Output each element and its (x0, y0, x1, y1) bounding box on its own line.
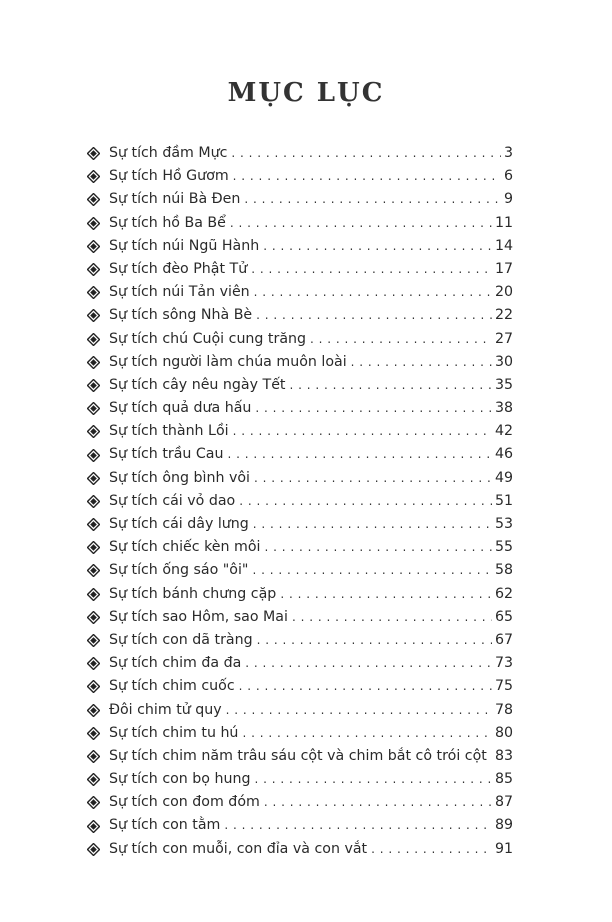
toc-entry[interactable] (87, 768, 513, 791)
toc-entry[interactable] (87, 142, 513, 165)
toc-entry-page-number: 58 (494, 562, 513, 579)
toc-entry-title: Sự tích cái vỏ dao (109, 492, 236, 509)
diamond-bullet-icon (87, 727, 109, 740)
toc-entry[interactable] (87, 536, 513, 559)
toc-entry-title: Sự tích con bọ hung (109, 771, 251, 788)
diamond-bullet-icon (87, 796, 109, 809)
toc-entry-page-number: 53 (494, 516, 513, 532)
dot-leader (239, 675, 492, 698)
toc-entry[interactable] (87, 374, 513, 397)
diamond-bullet-icon (87, 217, 109, 230)
toc-entry-page-number: 85 (494, 771, 513, 788)
dot-leader (239, 490, 492, 513)
toc-entry-title: Sự tích trầu Cau (109, 446, 224, 463)
diamond-bullet-icon (87, 402, 109, 415)
dot-leader (252, 559, 491, 582)
toc-entry[interactable] (87, 258, 513, 281)
diamond-bullet-icon (87, 611, 109, 624)
table-of-contents (87, 142, 513, 861)
toc-entry[interactable] (87, 699, 513, 722)
dot-leader (263, 235, 492, 258)
toc-entry-title: Sự tích Hồ Gươm (109, 168, 229, 185)
toc-entry-title: Sự tích ông bình vôi (109, 469, 250, 486)
toc-entry-page-number: 6 (503, 168, 513, 185)
toc-entry-title: Sự tích sao Hôm, sao Mai (109, 608, 288, 625)
toc-entry[interactable] (87, 397, 513, 420)
toc-entry-title: Sự tích hồ Ba Bể (109, 214, 226, 231)
toc-entry[interactable] (87, 443, 513, 466)
toc-entry[interactable] (87, 606, 513, 629)
diamond-bullet-icon (87, 147, 109, 160)
dot-leader (280, 583, 492, 606)
toc-entry[interactable] (87, 328, 513, 351)
toc-entry-title: Sự tích con dã tràng (109, 631, 253, 648)
diamond-bullet-icon (87, 449, 109, 462)
toc-entry-page-number: 51 (494, 492, 513, 509)
dot-leader (256, 304, 492, 327)
diamond-bullet-icon (87, 680, 109, 693)
dot-leader (351, 351, 492, 374)
toc-entry-page-number: 73 (494, 655, 513, 672)
dot-leader (228, 443, 492, 466)
toc-entry-title: Sự tích cây nêu ngày Tết (109, 376, 286, 393)
diamond-bullet-icon (87, 495, 109, 508)
diamond-bullet-icon (87, 193, 109, 206)
toc-entry[interactable] (87, 722, 513, 745)
dot-leader (233, 165, 501, 188)
dot-leader (242, 722, 492, 745)
dot-leader (244, 188, 501, 211)
toc-entry[interactable] (87, 838, 513, 861)
toc-entry-page-number: 89 (494, 817, 513, 834)
dot-leader (371, 838, 492, 861)
diamond-bullet-icon (87, 333, 109, 346)
toc-entry-title: Sự tích quả dưa hấu (109, 400, 252, 417)
toc-entry[interactable] (87, 583, 513, 606)
toc-entry[interactable] (87, 629, 513, 652)
toc-entry[interactable] (87, 165, 513, 188)
diamond-bullet-icon (87, 263, 109, 276)
toc-entry-page-number: 91 (494, 840, 513, 857)
toc-entry-title: Sự tích cái dây lưng (109, 516, 249, 532)
diamond-bullet-icon (87, 356, 109, 369)
dot-leader (257, 629, 492, 652)
toc-entry[interactable] (87, 420, 513, 443)
dot-leader (254, 768, 491, 791)
toc-entry-title: Sự tích đầm Mực (109, 145, 228, 161)
dot-leader (233, 420, 492, 443)
toc-entry[interactable] (87, 212, 513, 235)
toc-entry-title: Sự tích con muỗi, con đỉa và con vắt (109, 840, 368, 857)
dot-leader (254, 467, 492, 490)
dot-leader (253, 513, 492, 536)
diamond-bullet-icon (87, 309, 109, 322)
dot-leader (231, 142, 501, 165)
toc-entry-page-number: 67 (494, 631, 513, 648)
toc-entry[interactable] (87, 188, 513, 211)
toc-entry[interactable] (87, 281, 513, 304)
dot-leader (254, 281, 492, 304)
diamond-bullet-icon (87, 750, 109, 763)
toc-entry-page-number: 42 (494, 423, 513, 440)
dot-leader (245, 652, 492, 675)
diamond-bullet-icon (87, 240, 109, 253)
diamond-bullet-icon (87, 425, 109, 438)
dot-leader (310, 328, 492, 351)
toc-entry-title: Đôi chim tử quy (109, 701, 222, 718)
dot-leader (255, 397, 492, 420)
toc-entry-page-number: 20 (494, 284, 513, 301)
toc-entry-page-number: 49 (494, 469, 513, 486)
toc-entry-title: Sự tích chim năm trâu sáu cột và chim bắt cô trói cột (109, 747, 487, 764)
toc-entry-page-number: 27 (494, 330, 513, 347)
diamond-bullet-icon (87, 773, 109, 786)
toc-entry-page-number: 55 (494, 539, 513, 556)
toc-entry-page-number: 80 (494, 724, 513, 741)
toc-entry-page-number: 46 (494, 446, 513, 463)
toc-entry[interactable] (87, 745, 513, 768)
toc-entry-title: Sự tích con đom đóm (109, 794, 260, 811)
toc-entry[interactable] (87, 652, 513, 675)
toc-entry-title: Sự tích chim đa đa (109, 655, 242, 672)
diamond-bullet-icon (87, 286, 109, 299)
diamond-bullet-icon (87, 843, 109, 856)
dot-leader (491, 745, 492, 768)
diamond-bullet-icon (87, 564, 109, 577)
toc-entry[interactable] (87, 675, 513, 698)
diamond-bullet-icon (87, 704, 109, 717)
dot-leader (226, 699, 492, 722)
page-title: MỤC LỤC (227, 78, 385, 108)
toc-entry[interactable] (87, 351, 513, 374)
toc-entry-title: Sự tích thành Lồi (109, 423, 229, 440)
toc-entry[interactable] (87, 559, 513, 582)
toc-entry-title: Sự tích đèo Phật Tử (109, 260, 248, 277)
toc-entry-title: Sự tích sông Nhà Bè (109, 307, 253, 324)
diamond-bullet-icon (87, 657, 109, 670)
dot-leader (224, 814, 492, 837)
toc-entry-page-number: 75 (494, 678, 513, 695)
toc-entry-title: Sự tích con tằm (109, 817, 221, 834)
toc-entry[interactable] (87, 513, 513, 536)
toc-entry[interactable] (87, 814, 513, 837)
toc-entry-page-number: 38 (494, 400, 513, 417)
toc-entry[interactable] (87, 467, 513, 490)
toc-entry-title: Sự tích chiếc kèn môi (109, 539, 261, 556)
toc-entry-title: Sự tích người làm chúa muôn loài (109, 353, 347, 370)
diamond-bullet-icon (87, 472, 109, 485)
toc-entry-title: Sự tích bánh chưng cặp (109, 585, 277, 602)
diamond-bullet-icon (87, 170, 109, 183)
toc-entry-title: Sự tích ống sáo "ôi" (109, 562, 249, 579)
toc-entry-page-number: 62 (494, 585, 513, 602)
toc-entry[interactable] (87, 490, 513, 513)
toc-entry-page-number: 65 (494, 608, 513, 625)
dot-leader (292, 606, 492, 629)
toc-entry-page-number: 11 (494, 214, 513, 231)
diamond-bullet-icon (87, 518, 109, 531)
diamond-bullet-icon (87, 588, 109, 601)
toc-entry[interactable] (87, 235, 513, 258)
dot-leader (264, 791, 492, 814)
dot-leader (290, 374, 492, 397)
diamond-bullet-icon (87, 820, 109, 833)
toc-entry-page-number: 87 (494, 794, 513, 811)
toc-entry-title: Sự tích núi Tản viên (109, 284, 250, 301)
toc-entry-page-number: 3 (503, 145, 513, 161)
dot-leader (264, 536, 491, 559)
toc-entry-title: Sự tích chú Cuội cung trăng (109, 330, 307, 347)
toc-entry-title: Sự tích chim tu hú (109, 724, 239, 741)
diamond-bullet-icon (87, 379, 109, 392)
toc-entry-page-number: 35 (494, 376, 513, 393)
toc-entry-page-number: 14 (494, 237, 513, 254)
dot-leader (251, 258, 492, 281)
toc-entry-title: Sự tích núi Ngũ Hành (109, 237, 260, 254)
toc-entry-page-number: 78 (494, 701, 513, 718)
diamond-bullet-icon (87, 634, 109, 647)
toc-entry[interactable] (87, 791, 513, 814)
toc-entry-title: Sự tích núi Bà Đen (109, 191, 241, 208)
toc-entry-page-number: 17 (494, 260, 513, 277)
toc-entry-page-number: 9 (503, 191, 513, 208)
toc-entry-page-number: 30 (494, 353, 513, 370)
diamond-bullet-icon (87, 541, 109, 554)
toc-entry-page-number: 83 (494, 747, 513, 764)
toc-entry-title: Sự tích chim cuốc (109, 678, 235, 695)
toc-entry-page-number: 22 (494, 307, 513, 324)
toc-entry[interactable] (87, 304, 513, 327)
dot-leader (230, 212, 492, 235)
